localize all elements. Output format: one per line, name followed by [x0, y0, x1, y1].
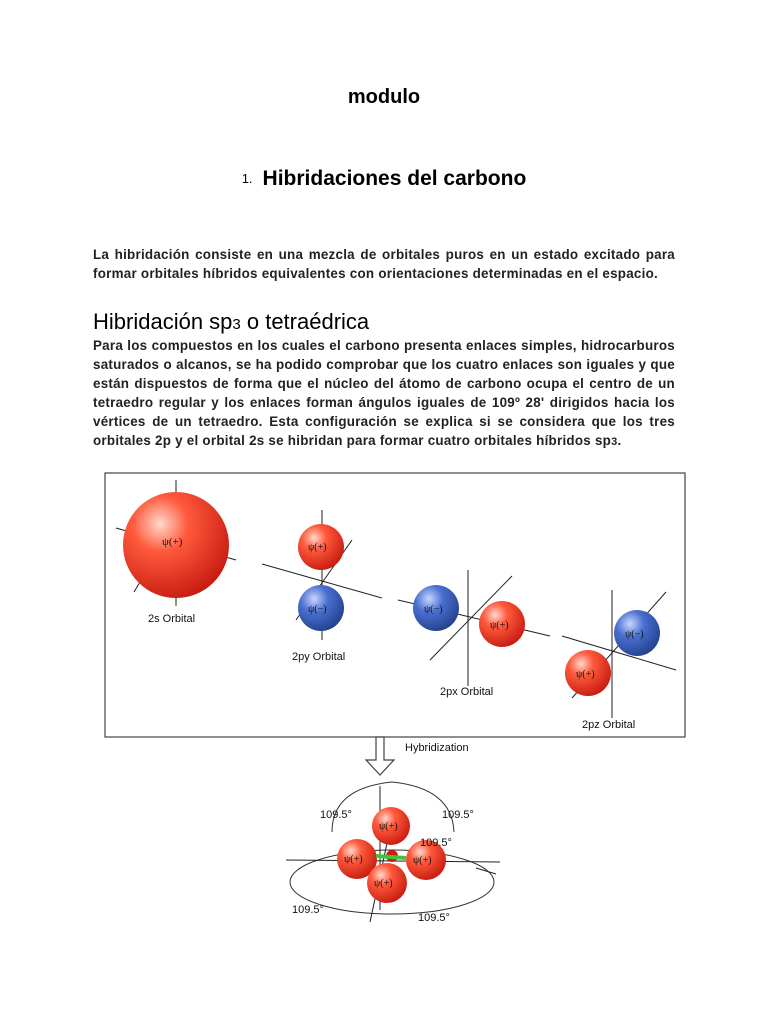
- subsection-title-prefix: Hibridación sp: [93, 309, 233, 334]
- body-paragraph: [93, 336, 675, 452]
- hybridization-arrow: [366, 737, 469, 775]
- page-title: modulo: [347, 86, 421, 108]
- psi-label-py-plus: ψ(+): [308, 542, 327, 553]
- angle-label-4: 109.5°: [292, 904, 324, 916]
- psi-label-sp3-bottom: ψ(+): [374, 878, 393, 889]
- psi-label-pz-minus: ψ(−): [625, 629, 644, 640]
- subsection-title-sub: 3: [232, 316, 241, 333]
- angle-label-5: 109.5°: [418, 912, 450, 924]
- section-number: 1.: [241, 171, 253, 186]
- sp3-hybrid: [286, 782, 500, 924]
- hybridization-figure: [100, 470, 690, 940]
- orbital-label-2py: 2py Orbital: [292, 651, 346, 663]
- subsection-heading: [93, 309, 369, 335]
- angle-label-1: 109.5°: [320, 809, 352, 821]
- body-paragraph-main: Para los compuestos en los cuales el carbono presenta enlaces simples, hidrocarburos saturados o alcanos, se ha podido comprobar que los cuatro enlaces son iguales y que están dispuestos de forma que el núcleo del átomo de carbono ocupa el centro de un tetraedro regular y los enlaces forman ángulos iguales de 109º 28' dirigidos hacia los vértices de un tetraedro. Esta configuración se explica si se considera que los tres orbitales 2p y el orbital 2s se hibridan para formar cuatro orbitales híbridos sp: [93, 338, 675, 448]
- psi-label-px-plus: ψ(+): [490, 620, 509, 631]
- angle-label-3: 109.5°: [420, 837, 452, 849]
- angle-label-2: 109.5°: [442, 809, 474, 821]
- psi-label-px-minus: ψ(−): [424, 604, 443, 615]
- intro-paragraph: La hibridación consiste en una mezcla de orbitales puros en un estado excitado para formar orbitales híbridos equivalentes con orientaciones determinadas en el espacio.: [93, 247, 675, 281]
- orbital-label-2px: 2px Orbital: [440, 686, 494, 698]
- psi-label-2s: ψ(+): [162, 536, 183, 548]
- body-paragraph-sub: 3: [611, 436, 618, 448]
- hybridization-diagram: [100, 470, 690, 940]
- subsection-title-suffix: o tetraédrica: [240, 309, 370, 334]
- psi-label-sp3-right: ψ(+): [413, 855, 432, 866]
- body-paragraph-end: .: [617, 433, 622, 448]
- psi-label-pz-plus: ψ(+): [576, 669, 595, 680]
- psi-label-sp3-top: ψ(+): [379, 821, 398, 832]
- orbital-label-2s: 2s Orbital: [148, 613, 196, 625]
- psi-label-py-minus: ψ(−): [308, 604, 327, 615]
- psi-label-sp3-left: ψ(+): [344, 854, 363, 865]
- hybridization-label: Hybridization: [405, 742, 469, 754]
- section-heading: [0, 167, 768, 191]
- orbital-label-2pz: 2pz Orbital: [582, 719, 636, 731]
- section-title: Hibridaciones del carbono: [262, 167, 527, 190]
